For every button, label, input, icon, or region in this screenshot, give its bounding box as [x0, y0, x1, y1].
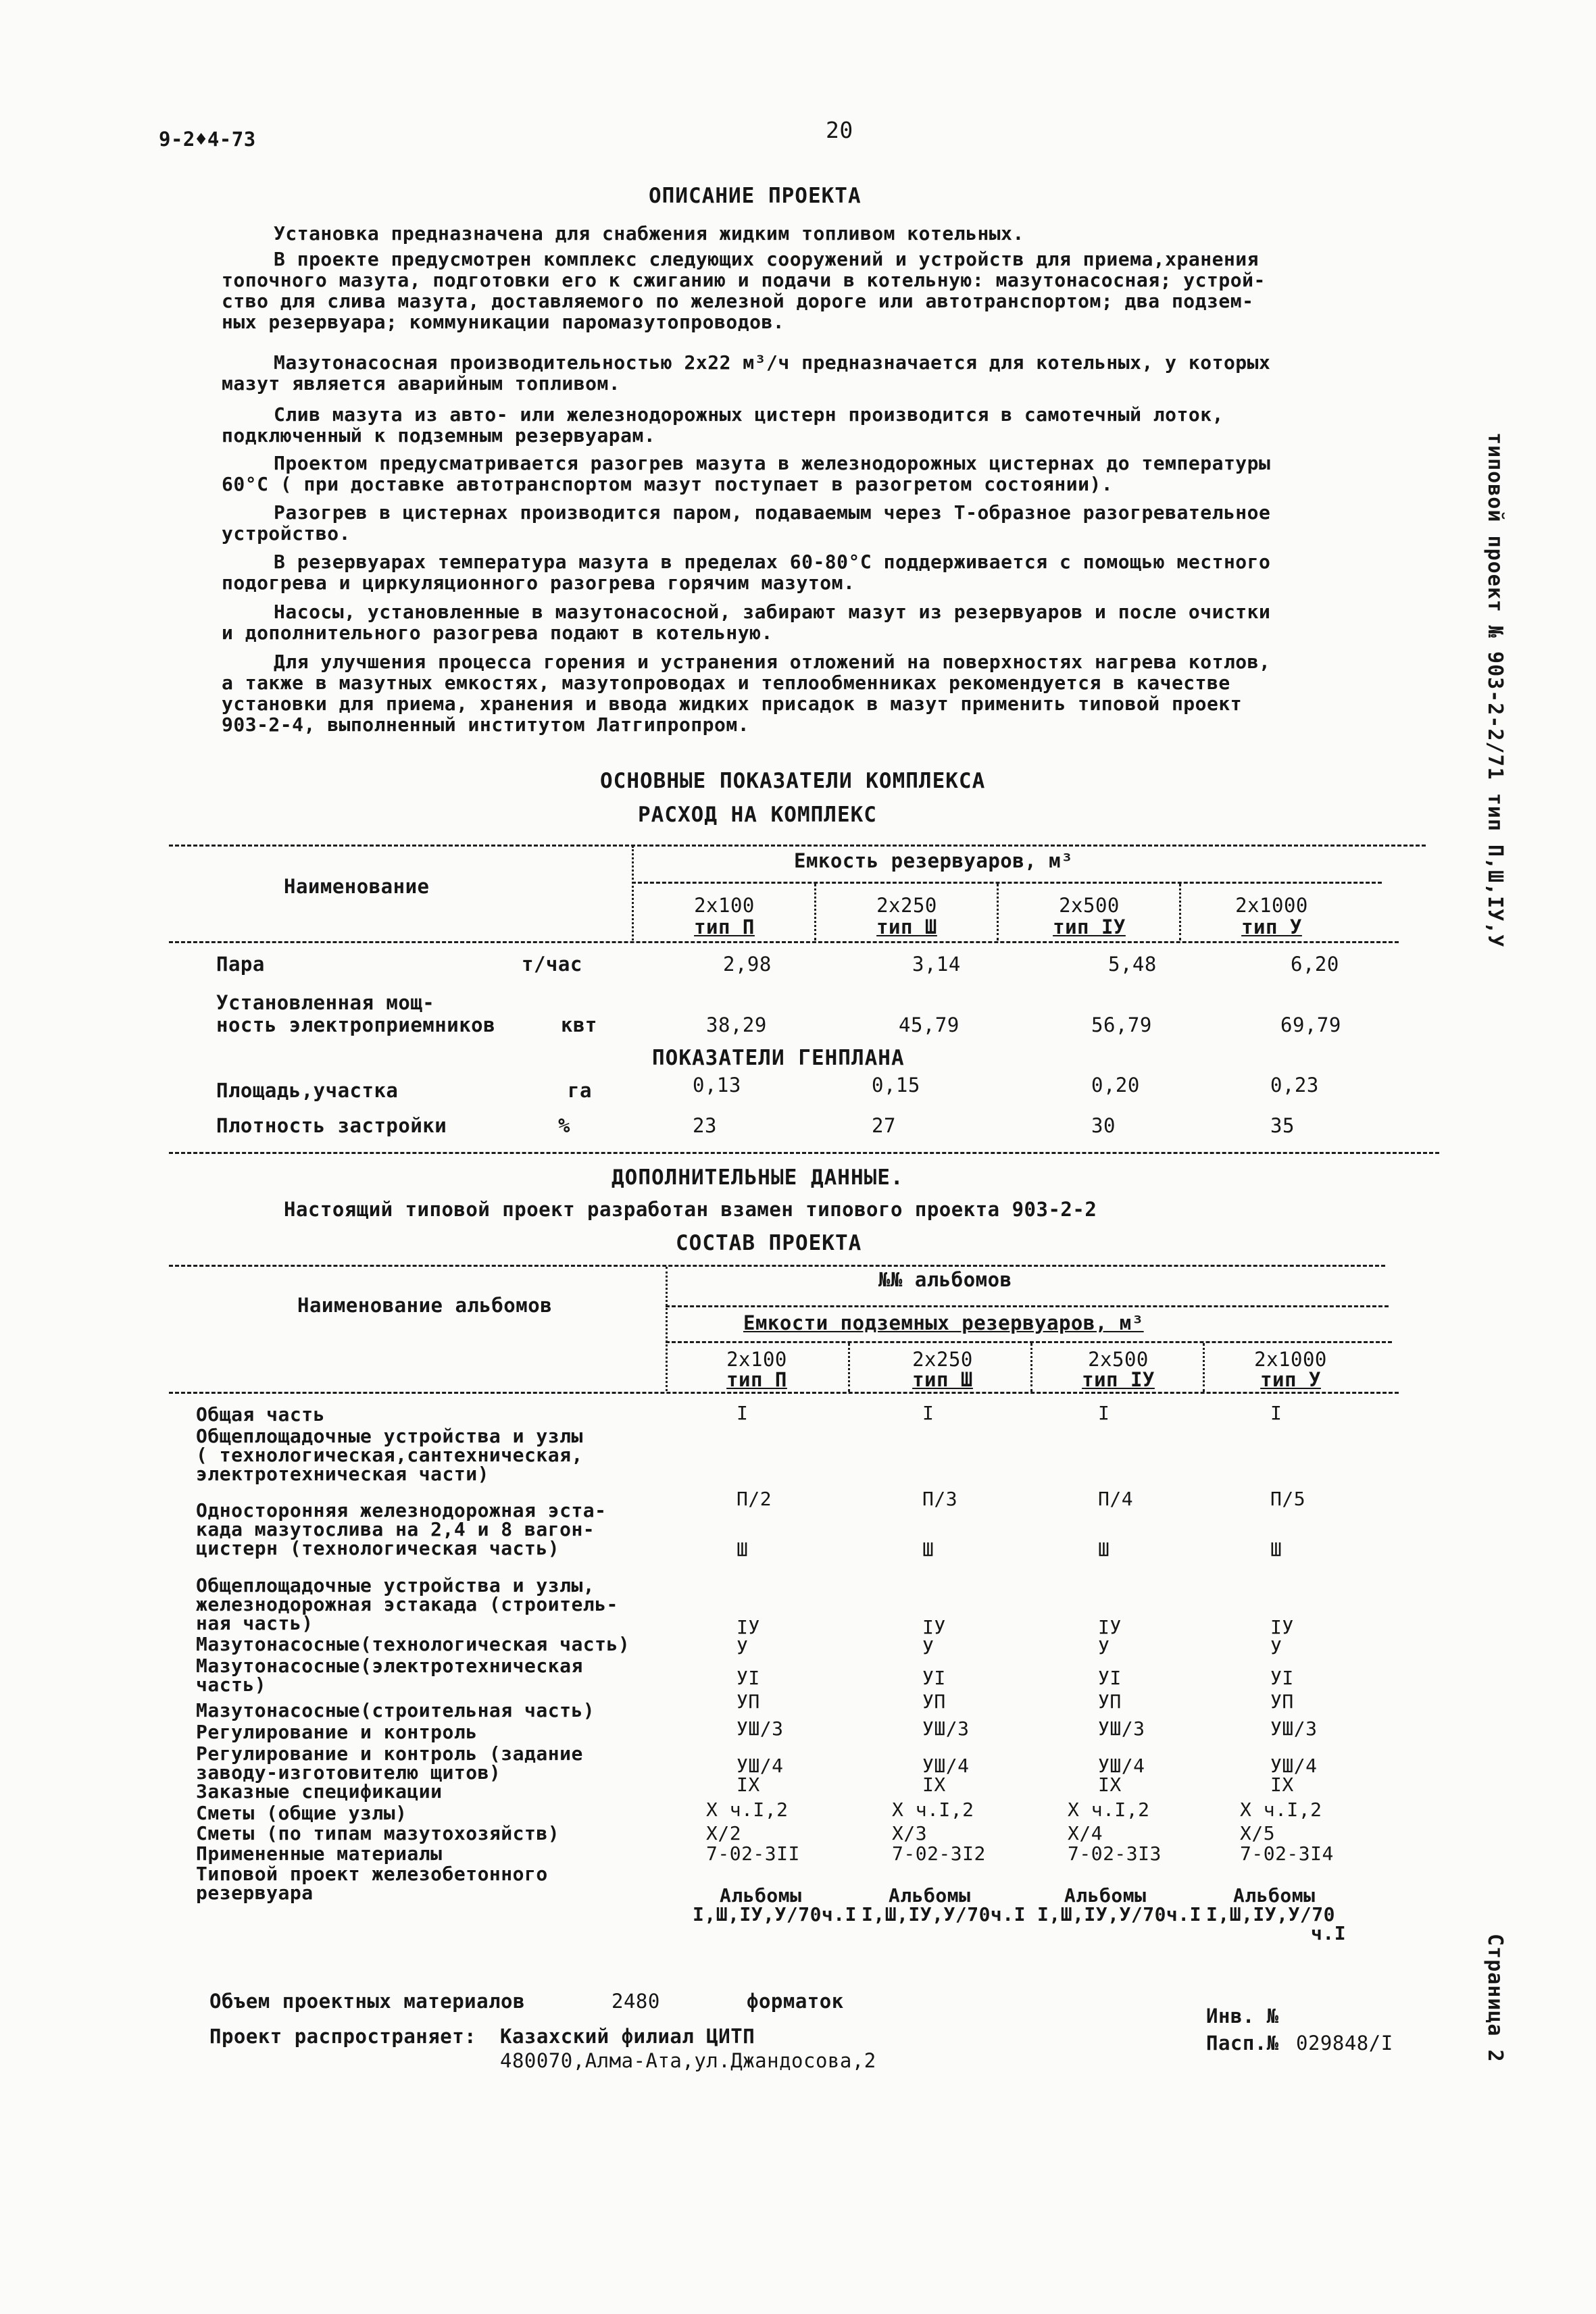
album-row-name: электротехническая части) — [196, 1463, 489, 1485]
column-divider — [814, 884, 816, 940]
paragraph-line: подключенный к подземным резервуарам. — [222, 424, 656, 447]
album-number: УШ/4 — [1270, 1755, 1318, 1777]
album-number: I — [1270, 1402, 1282, 1424]
passport-label: Пасп.№ — [1206, 2032, 1279, 2055]
album-number: Ш — [922, 1538, 934, 1561]
indicator-value: 3,14 — [912, 953, 961, 976]
additional-text: Настоящий типовой проект разработан взамен типового проекта 903-2-2 — [284, 1198, 1097, 1221]
album-number: П/5 — [1270, 1488, 1306, 1510]
album-number: УШ/3 — [1098, 1717, 1145, 1740]
composition-subgroup-header: Емкости подземных резервуаров, м³ — [743, 1311, 1144, 1334]
album-row-name: Мазутонасосные(строительная часть) — [196, 1699, 595, 1721]
album-number: УI — [1098, 1667, 1122, 1689]
album-number: I,Ш,IУ,У/70ч.I — [862, 1903, 1026, 1926]
column-divider — [666, 1267, 668, 1391]
paragraph-line: Проектом предусматривается разогрев мазута в железнодорожных цистернах до температуры — [274, 452, 1271, 474]
indicators-column-type: тип IУ — [1053, 915, 1126, 938]
indicator-value: 45,79 — [899, 1013, 959, 1036]
document-title: ОПИСАНИЕ ПРОЕКТА — [649, 184, 862, 208]
album-number: УШ/3 — [922, 1717, 970, 1740]
paragraph-line: Установка предназначена для снабжения жидким топливом котельных. — [274, 222, 1024, 245]
genplan-value: 0,13 — [693, 1074, 741, 1097]
side-project-label: типовой проект № 903-2-2/71 тип П,Ш,IУ,У — [1483, 432, 1507, 948]
album-row-name: Примененные материалы — [196, 1842, 443, 1865]
indicators-column-type: тип Ш — [876, 915, 937, 938]
paragraph-line: ство для слива мазута, доставляемого по железной дороге или автотранспортом; два подзем- — [222, 290, 1254, 312]
indicators-name-header: Наименование — [284, 875, 430, 898]
album-number: Х ч.I,2 — [1068, 1799, 1150, 1821]
paragraph-line: ных резервуара; коммуникации паромазутопроводов. — [222, 311, 785, 333]
album-number: УШ/4 — [922, 1755, 970, 1777]
volume-unit: форматок — [747, 1990, 844, 2013]
album-number: IУ — [737, 1616, 760, 1638]
composition-column-capacity: 2х250 — [912, 1348, 973, 1371]
album-number: I — [922, 1402, 934, 1424]
indicators-subtitle: РАСХОД НА КОМПЛЕКС — [638, 803, 877, 827]
album-number: У — [737, 1636, 749, 1659]
distributor-label: Проект распространяет: — [209, 2025, 477, 2048]
composition-column-capacity: 2х1000 — [1254, 1348, 1327, 1371]
indicators-group-header: Емкость резервуаров, м³ — [794, 849, 1074, 872]
additional-title: ДОПОЛНИТЕЛЬНЫЕ ДАННЫЕ. — [612, 1165, 904, 1190]
album-number: Х/5 — [1240, 1822, 1276, 1844]
album-row-name: Регулирование и контроль (задание — [196, 1742, 583, 1765]
composition-group-header: №№ альбомов — [878, 1268, 1012, 1291]
indicators-column-capacity: 2х100 — [694, 894, 755, 917]
genplan-value: 30 — [1091, 1114, 1116, 1137]
album-number: УП — [737, 1690, 760, 1713]
paragraph-line: установки для приема, хранения и ввода жидких присадок в мазут применить типовой проект — [222, 693, 1243, 715]
paragraph-line: Слив мазута из авто- или железнодорожных цистерн производится в самотечный лоток, — [274, 403, 1224, 426]
paragraph-line: топочного мазута, подготовки его к сжиганию и подачи в котельную: мазутонасосная; устрой- — [222, 269, 1266, 291]
album-row-name: Мазутонасосные(технологическая часть) — [196, 1633, 630, 1655]
paragraph-line: В резервуарах температура мазута в пределах 60-80°С поддерживается с помощью местного — [274, 551, 1271, 573]
album-number: Альбомы — [720, 1884, 802, 1907]
album-number: УП — [1098, 1690, 1122, 1713]
composition-column-capacity: 2х100 — [726, 1348, 787, 1371]
indicators-title: ОСНОВНЫЕ ПОКАЗАТЕЛИ КОМПЛЕКСА — [600, 769, 986, 793]
album-number: I — [1098, 1402, 1110, 1424]
album-number: Х ч.I,2 — [1240, 1799, 1322, 1821]
album-row-name: часть) — [196, 1674, 267, 1696]
album-number: Х ч.I,2 — [892, 1799, 974, 1821]
album-number: УП — [922, 1690, 946, 1713]
album-number: УШ/4 — [1098, 1755, 1145, 1777]
indicator-value: 2,98 — [723, 953, 772, 976]
composition-column-type: тип У — [1260, 1368, 1321, 1391]
table-rule — [169, 845, 1426, 847]
paragraph-line: Разогрев в цистернах производится паром, подаваемым через Т-образное разогревательное — [274, 501, 1271, 524]
column-divider — [848, 1343, 850, 1392]
album-number: УП — [1270, 1690, 1294, 1713]
composition-name-header: Наименование альбомов — [297, 1294, 553, 1317]
album-number: IХ — [1098, 1774, 1122, 1796]
album-number: УШ/3 — [737, 1717, 784, 1740]
album-number: У — [1098, 1636, 1110, 1659]
composition-column-type: тип П — [726, 1368, 787, 1391]
album-row-name: Типовой проект железобетонного — [196, 1863, 548, 1885]
inventory-label: Инв. № — [1206, 2005, 1279, 2028]
column-divider — [632, 846, 634, 940]
table-rule — [169, 1265, 1385, 1267]
paragraph-line: 60°С ( при доставке автотранспортом мазут поступает в разогретом состоянии). — [222, 473, 1114, 495]
album-row-name: Односторонняя железнодорожная эста- — [196, 1499, 607, 1521]
indicator-row-name: ность электроприемников — [216, 1013, 496, 1036]
genplan-row-unit: га — [568, 1079, 592, 1102]
distributor-address: 480070,Алма-Ата,ул.Джандосова,2 — [500, 2049, 876, 2072]
album-number: Альбомы — [1233, 1884, 1316, 1907]
album-number: Х/4 — [1068, 1822, 1103, 1844]
album-number: Альбомы — [889, 1884, 971, 1907]
album-number: Х ч.I,2 — [706, 1799, 789, 1821]
album-number: Ш — [1098, 1538, 1110, 1561]
album-number: У — [922, 1636, 934, 1659]
column-divider — [1203, 1343, 1205, 1392]
composition-column-type: тип IУ — [1082, 1368, 1155, 1391]
indicator-value: 69,79 — [1280, 1013, 1341, 1036]
album-number: УШ/4 — [737, 1755, 784, 1777]
composition-column-capacity: 2х500 — [1088, 1348, 1149, 1371]
album-number: Х/3 — [892, 1822, 928, 1844]
album-number: УШ/3 — [1270, 1717, 1318, 1740]
indicator-value: 5,48 — [1108, 953, 1157, 976]
passport-number: 029848/I — [1296, 2032, 1393, 2055]
album-number: Альбомы — [1064, 1884, 1147, 1907]
album-row-name: Общеплощадочные устройства и узлы, — [196, 1574, 595, 1596]
paragraph-line: Мазутонасосная производительностью 2х22 м³/ч предназначается для котельных, у которых — [274, 351, 1271, 374]
table-rule — [666, 1305, 1389, 1307]
volume-value: 2480 — [612, 1990, 660, 2013]
album-number: 7-02-3I2 — [892, 1842, 986, 1865]
indicators-column-capacity: 2х1000 — [1235, 894, 1308, 917]
album-number: У — [1270, 1636, 1282, 1659]
album-number: 7-02-3II — [706, 1842, 800, 1865]
album-number: Ш — [737, 1538, 749, 1561]
album-number: П/4 — [1098, 1488, 1134, 1510]
album-row-name: ная часть) — [196, 1612, 314, 1634]
indicators-column-type: тип У — [1241, 915, 1302, 938]
album-number: IХ — [1270, 1774, 1294, 1796]
indicator-row-name: Установленная мощ- — [216, 991, 435, 1014]
paragraph-line: мазут является аварийным топливом. — [222, 372, 621, 395]
paragraph-line: Насосы, установленные в мазутонасосной, забирают мазут из резервуаров и после очистки — [274, 601, 1271, 623]
genplan-row-name: Плотность застройки — [216, 1114, 447, 1137]
table-rule — [169, 1392, 1399, 1394]
genplan-row-unit: % — [558, 1114, 570, 1137]
volume-label: Объем проектных материалов — [209, 1990, 525, 2013]
album-row-name: Регулирование и контроль — [196, 1721, 478, 1743]
column-divider — [1030, 1343, 1032, 1392]
genplan-value: 0,20 — [1091, 1074, 1140, 1097]
album-row-name: Сметы (по типам мазутохозяйств) — [196, 1822, 560, 1844]
indicators-column-type: тип П — [694, 915, 755, 938]
album-number: 7-02-3I4 — [1240, 1842, 1334, 1865]
album-number: УI — [1270, 1667, 1294, 1689]
page-number: 20 — [826, 117, 853, 143]
paragraph-line: и дополнительного разогрева подают в котельную. — [222, 622, 773, 644]
genplan-row-name: Площадь,участка — [216, 1079, 399, 1102]
album-number: IХ — [922, 1774, 946, 1796]
album-number: I,Ш,IУ,У/70ч.I — [693, 1903, 857, 1926]
composition-column-type: тип Ш — [912, 1368, 973, 1391]
album-row-name: железнодорожная эстакада (строитель- — [196, 1593, 618, 1615]
genplan-value: 0,15 — [872, 1074, 920, 1097]
paragraph-line: подогрева и циркуляционного разогрева горячим мазутом. — [222, 572, 855, 594]
album-number: УI — [737, 1667, 760, 1689]
distributor-name: Казахский филиал ЦИТП — [500, 2025, 755, 2048]
composition-title: СОСТАВ ПРОЕКТА — [676, 1231, 862, 1255]
album-row-name: цистерн (технологическая часть) — [196, 1537, 560, 1559]
album-number: IУ — [1098, 1616, 1122, 1638]
column-divider — [1179, 884, 1181, 940]
table-rule — [632, 882, 1382, 884]
genplan-value: 0,23 — [1270, 1074, 1319, 1097]
album-row-name: Общая часть — [196, 1403, 325, 1426]
album-number: 7-02-3I3 — [1068, 1842, 1162, 1865]
indicator-row-unit: квт — [561, 1013, 597, 1036]
album-row-name: резервуара — [196, 1882, 314, 1904]
indicator-row-unit: т/час — [522, 953, 582, 976]
album-number: IУ — [922, 1616, 946, 1638]
column-divider — [997, 884, 999, 940]
album-number: IУ — [1270, 1616, 1294, 1638]
album-row-name: ( технологическая,сантехническая, — [196, 1444, 583, 1466]
album-row-name: Заказные спецификации — [196, 1780, 443, 1803]
genplan-title: ПОКАЗАТЕЛИ ГЕНПЛАНА — [652, 1046, 905, 1070]
table-rule — [169, 941, 1399, 943]
paragraph-line: устройство. — [222, 522, 351, 545]
album-row-name: Общеплощадочные устройства и узлы — [196, 1425, 583, 1447]
paragraph-line: 903-2-4, выполненный институтом Латгипропром. — [222, 713, 750, 736]
paragraph-line: В проекте предусмотрен комплекс следующих сооружений и устройств для приема,хранения — [274, 248, 1260, 270]
indicators-column-capacity: 2х250 — [876, 894, 937, 917]
album-number: IХ — [737, 1774, 760, 1796]
indicator-value: 56,79 — [1091, 1013, 1152, 1036]
album-number: Ш — [1270, 1538, 1282, 1561]
album-number: УI — [922, 1667, 946, 1689]
album-row-name: заводу-изготовителю щитов) — [196, 1761, 501, 1784]
paragraph-line: Для улучшения процесса горения и устранения отложений на поверхностях нагрева котлов, — [274, 651, 1271, 673]
album-number: I,Ш,IУ,У/70ч.I — [1037, 1903, 1202, 1926]
album-row-name: када мазутослива на 2,4 и 8 вагон- — [196, 1518, 595, 1540]
album-number: П/3 — [922, 1488, 958, 1510]
album-row-name: Мазутонасосные(электротехническая — [196, 1655, 583, 1677]
indicator-row-name: Пара — [216, 953, 265, 976]
document-code: 9-2♦4-73 — [159, 128, 256, 151]
table-rule — [666, 1341, 1392, 1343]
indicators-column-capacity: 2х500 — [1059, 894, 1120, 917]
table-rule — [169, 1152, 1439, 1154]
album-number: I,Ш,IУ,У/70 — [1206, 1903, 1335, 1926]
genplan-value: 35 — [1270, 1114, 1295, 1137]
genplan-value: 23 — [693, 1114, 717, 1137]
album-row-name: Сметы (общие узлы) — [196, 1802, 407, 1824]
indicator-value: 6,20 — [1291, 953, 1339, 976]
album-number: Х/2 — [706, 1822, 742, 1844]
album-number: ч.I — [1311, 1922, 1347, 1944]
side-page-label: Страница 2 — [1483, 1934, 1507, 2063]
album-number: I — [737, 1402, 749, 1424]
indicator-value: 38,29 — [706, 1013, 767, 1036]
genplan-value: 27 — [872, 1114, 896, 1137]
album-number: П/2 — [737, 1488, 772, 1510]
paragraph-line: а также в мазутных емкостях, мазутопроводах и теплообменниках рекомендуется в качестве — [222, 672, 1230, 694]
